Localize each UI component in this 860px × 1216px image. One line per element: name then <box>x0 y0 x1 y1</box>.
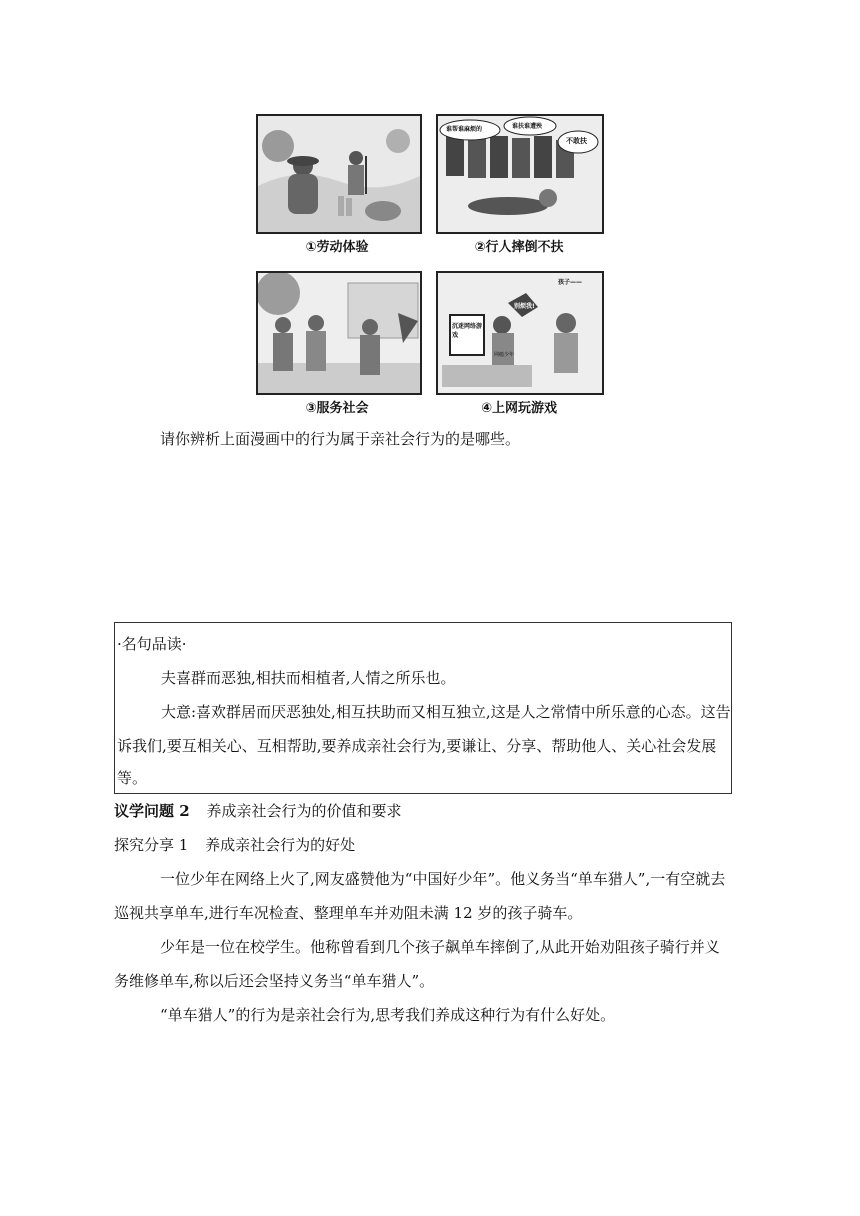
quote-meaning-line-2: 诉我们,要互相关心、互相帮助,要养成亲社会行为,要谦让、分享、帮助他人、关心社会发展 <box>117 737 717 755</box>
comic-caption-4: ④上网玩游戏 <box>480 401 557 416</box>
comic-panel-labor <box>256 114 422 234</box>
question-bike-hunter: “单车猎人”的行为是亲社会行为,思考我们养成这种行为有什么好处。 <box>160 1006 616 1024</box>
subsection-title: 养成亲社会行为的好处 <box>205 836 356 854</box>
speech-bubble-3: 不敢扶 <box>566 137 587 145</box>
paragraph-2-line-2: 务维修单车,称以后还会坚持义务当“单车猎人”。 <box>114 972 435 990</box>
section-label: 议学问题 2 <box>114 802 190 820</box>
section-heading <box>114 800 401 821</box>
section-title: 养成亲社会行为的价值和要求 <box>206 802 402 820</box>
labor-illustration <box>258 116 420 232</box>
quote-meaning-line-3: 等。 <box>117 769 148 787</box>
service-illustration <box>258 273 420 393</box>
subsection-heading <box>114 834 355 855</box>
speech-bubble-2: 谁扶谁遭殃 <box>512 123 543 130</box>
quote-heading: ·名句品读· <box>117 635 187 653</box>
quote-box <box>114 622 732 794</box>
comic-panel-gaming <box>436 271 604 395</box>
paragraph-1-line-2: 巡视共享单车,进行车况检查、整理单车并劝阻未满 12 岁的孩子骑车。 <box>114 904 583 922</box>
paragraph-1-line-1: 一位少年在网络上火了,网友盛赞他为“中国好少年”。他义务当“单车猎人”,一有空就去 <box>160 870 726 888</box>
speech-bubble-1: 谁帮谁麻烦的 <box>446 126 483 133</box>
screen-text: 沉迷网络游戏 <box>452 323 483 339</box>
comic-caption-1: ①劳动体验 <box>305 240 369 255</box>
comic-caption-2: ②行人摔倒不扶 <box>474 240 564 255</box>
comic-panel-fallen <box>436 114 604 234</box>
speech-bubble-5: 别烦我! <box>514 303 535 310</box>
quote-meaning-line-1: 大意:喜欢群居而厌恶独处,相互扶助而又相互独立,这是人之常情中所乐意的心态。这告 <box>161 703 731 721</box>
shirt-text: 网瘾少年 <box>494 352 515 358</box>
speech-bubble-4: 孩子—— <box>558 279 583 286</box>
paragraph-2-line-1: 少年是一位在校学生。他称曾看到几个孩子飙单车摔倒了,从此开始劝阻孩子骑行并义 <box>160 938 720 956</box>
comic-caption-3: ③服务社会 <box>305 401 369 416</box>
quote-text: 夫喜群而恶独,相扶而相植者,人情之所乐也。 <box>161 669 456 687</box>
comic-panel-service <box>256 271 422 395</box>
question-comics: 请你辨析上面漫画中的行为属于亲社会行为的是哪些。 <box>160 430 521 448</box>
subsection-label: 探究分享 1 <box>114 836 189 854</box>
fallen-illustration <box>438 116 602 232</box>
